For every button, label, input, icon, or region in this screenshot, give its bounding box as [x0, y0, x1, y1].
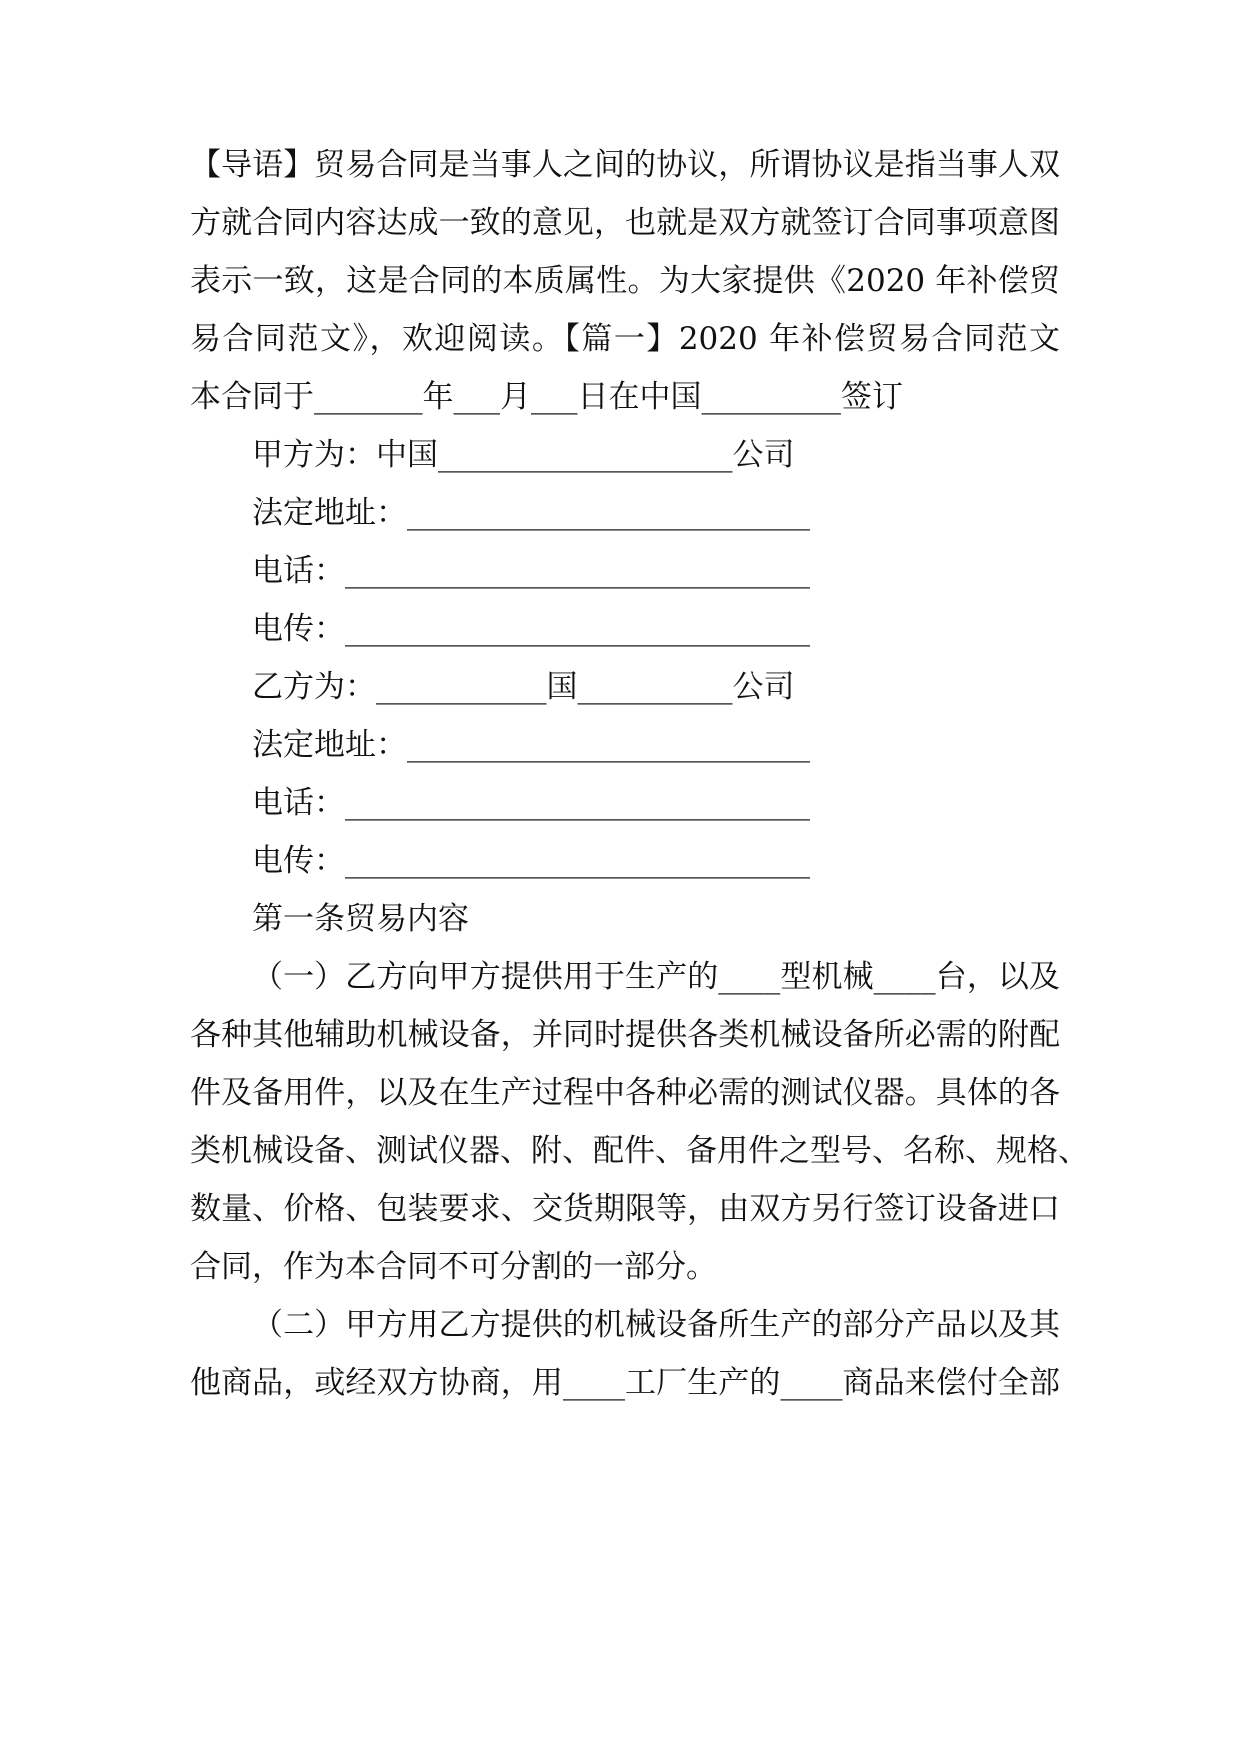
clause-1-line-1: （一）乙方向甲方提供用于生产的____型机械____台，以及 — [252, 959, 1060, 995]
party-b-name: 乙方为：___________国__________公司 — [252, 669, 795, 705]
clause-1-line-5: 数量、价格、包装要求、交货期限等，由双方另行签订设备进口 — [190, 1191, 1060, 1227]
party-a-name: 甲方为：中国___________________公司 — [252, 437, 795, 473]
clause-1-line-4: 类机械设备、测试仪器、附、配件、备用件之型号、名称、规格、 — [190, 1133, 1089, 1169]
party-a-phone: 电话：______________________________ — [252, 553, 810, 589]
intro-line-1: 【导语】贸易合同是当事人之间的协议，所谓协议是指当事人双 — [190, 147, 1060, 183]
party-b-telex: 电传：______________________________ — [252, 843, 810, 879]
intro-line-2: 方就合同内容达成一致的意见，也就是双方就签订合同事项意图 — [190, 205, 1060, 241]
party-b-address: 法定地址：__________________________ — [252, 727, 810, 763]
article-1-heading: 第一条贸易内容 — [252, 901, 469, 937]
clause-2-line-1: （二）甲方用乙方提供的机械设备所生产的部分产品以及其 — [252, 1307, 1060, 1343]
contract-date-line: 本合同于_______年___月___日在中国_________签订 — [190, 379, 903, 415]
clause-2-line-2: 他商品，或经双方协商，用____工厂生产的____商品来偿付全部 — [190, 1365, 1060, 1401]
clause-1-line-6: 合同，作为本合同不可分割的一部分。 — [190, 1249, 717, 1285]
clause-1-line-2: 各种其他辅助机械设备，并同时提供各类机械设备所必需的附配 — [190, 1017, 1060, 1053]
intro-line-4: 易合同范文》，欢迎阅读。【篇一】2020 年补偿贸易合同范文 — [190, 321, 1060, 357]
intro-line-3: 表示一致，这是合同的本质属性。为大家提供《2020 年补偿贸 — [190, 263, 1060, 299]
party-a-telex: 电传：______________________________ — [252, 611, 810, 647]
clause-1-line-3: 件及备用件，以及在生产过程中各种必需的测试仪器。具体的各 — [190, 1075, 1060, 1111]
party-b-phone: 电话：______________________________ — [252, 785, 810, 821]
party-a-address: 法定地址：__________________________ — [252, 495, 810, 531]
